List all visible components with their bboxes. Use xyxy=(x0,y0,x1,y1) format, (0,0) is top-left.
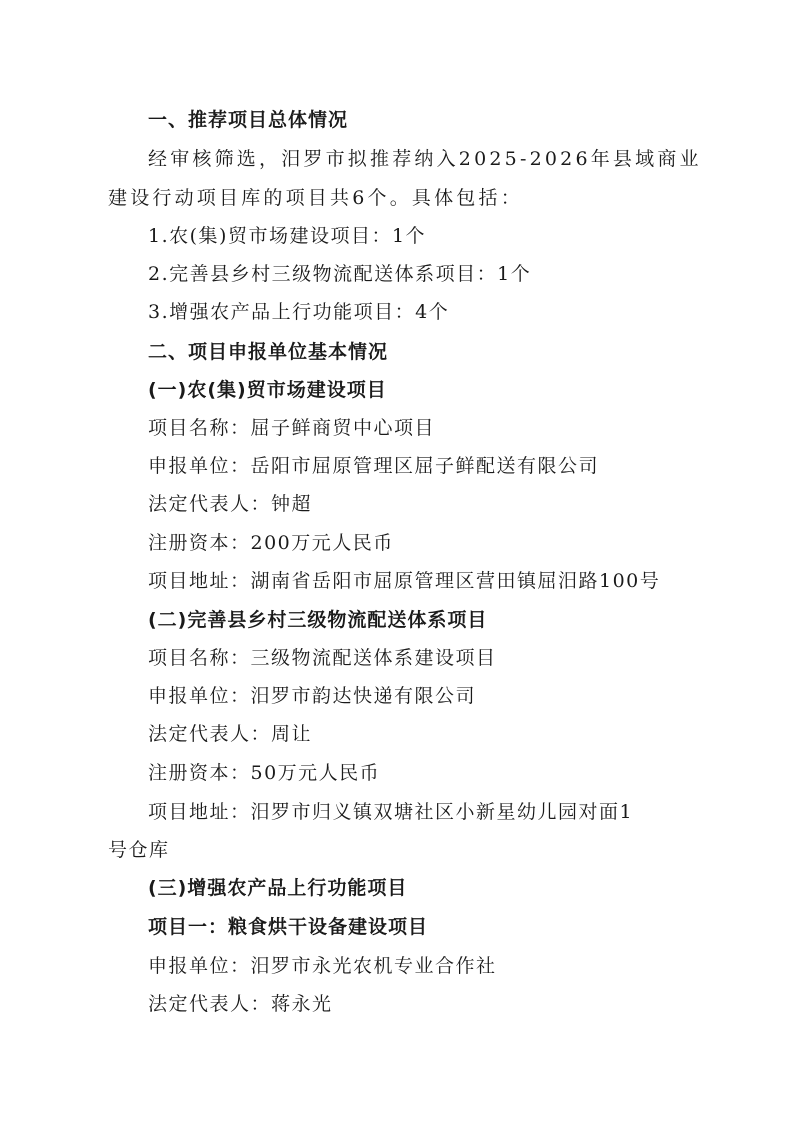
sub2-project-address-line2: 号仓库 xyxy=(108,839,170,861)
sub1-registered-capital: 注册资本：200万元人民币 xyxy=(148,532,394,554)
subsection3-title: (三)增强农产品上行功能项目 xyxy=(148,877,408,899)
summary-item-2: 2.完善县乡村三级物流配送体系项目：1个 xyxy=(148,263,532,285)
sub1-applicant-unit: 申报单位：岳阳市屈原管理区屈子鲜配送有限公司 xyxy=(148,455,600,477)
sub2-project-name: 项目名称：三级物流配送体系建设项目 xyxy=(148,647,497,669)
section1-paragraph-line1: 经审核筛选，汨罗市拟推荐纳入2025-2026年县域商业 xyxy=(148,148,702,170)
sub1-project-name: 项目名称：屈子鲜商贸中心项目 xyxy=(148,417,436,439)
summary-item-1: 1.农(集)贸市场建设项目：1个 xyxy=(148,225,427,247)
sub2-legal-representative: 法定代表人：周让 xyxy=(148,723,313,745)
summary-item-3: 3.增强农产品上行功能项目：4个 xyxy=(148,301,450,323)
subsection2-title: (二)完善县乡村三级物流配送体系项目 xyxy=(148,609,488,631)
sub2-project-address-line1: 项目地址：汨罗市归义镇双塘社区小新星幼儿园对面1 xyxy=(148,801,634,823)
sub2-applicant-unit: 申报单位：汨罗市韵达快递有限公司 xyxy=(148,685,477,707)
section2-title: 二、项目申报单位基本情况 xyxy=(148,341,389,363)
sub2-registered-capital: 注册资本：50万元人民币 xyxy=(148,762,381,784)
sub1-legal-representative: 法定代表人：钟超 xyxy=(148,493,313,515)
sub3-project1-title: 项目一：粮食烘干设备建设项目 xyxy=(148,916,429,938)
section1-title: 一、推荐项目总体情况 xyxy=(148,109,349,131)
subsection1-title: (一)农(集)贸市场建设项目 xyxy=(148,379,387,401)
sub1-project-address: 项目地址：湖南省岳阳市屈原管理区营田镇屈汨路100号 xyxy=(148,570,661,592)
sub3-applicant-unit: 申报单位：汨罗市永光农机专业合作社 xyxy=(148,955,497,977)
section1-paragraph-line2: 建设行动项目库的项目共6个。具体包括： xyxy=(108,187,523,209)
sub3-legal-representative: 法定代表人：蒋永光 xyxy=(148,993,333,1015)
